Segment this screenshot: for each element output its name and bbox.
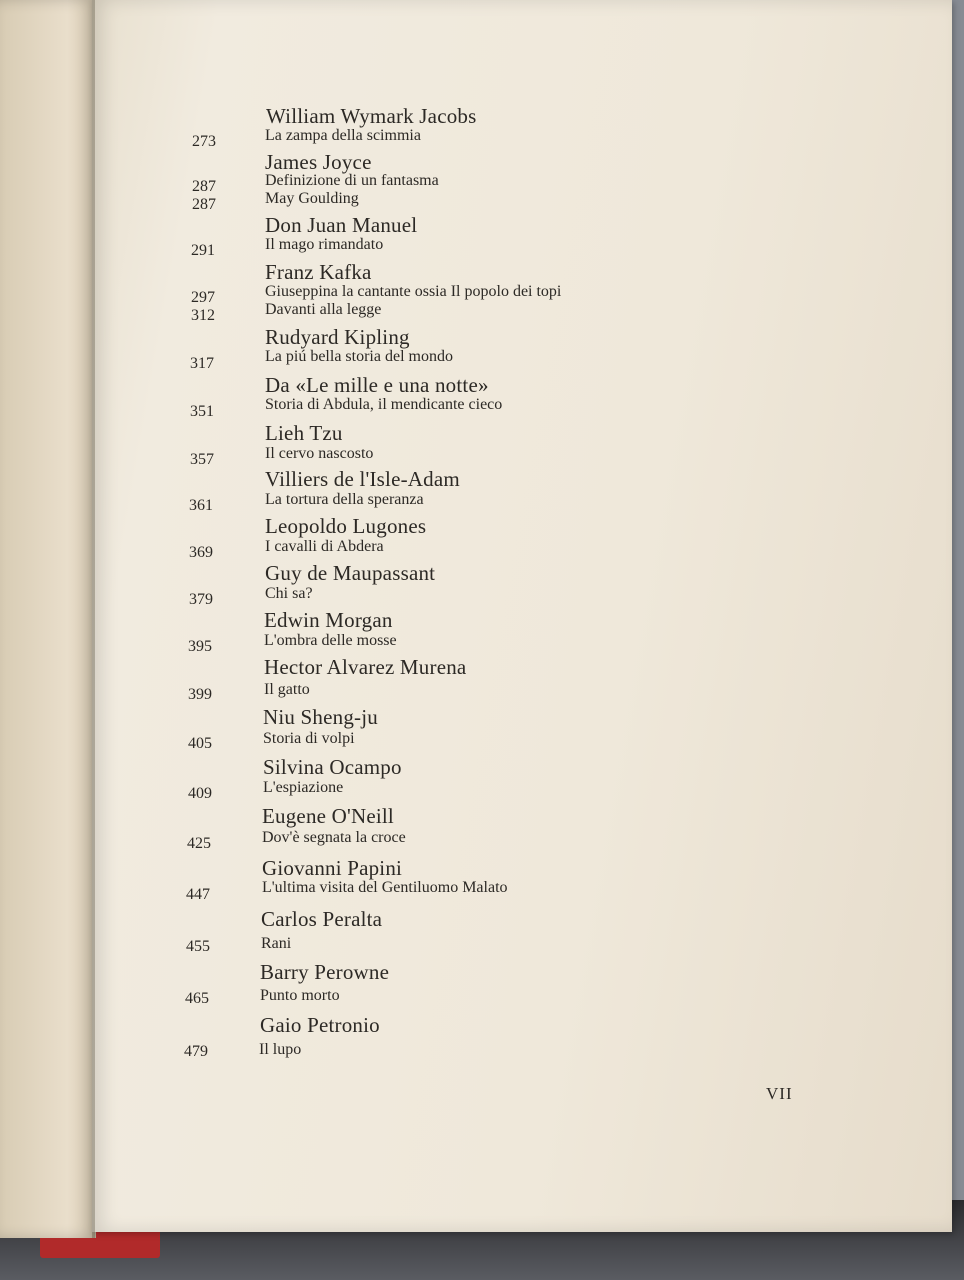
toc-author: Gaio Petronio	[260, 1013, 380, 1037]
toc-author: Lieh Tzu	[265, 421, 343, 445]
toc-page-number: 379	[189, 591, 213, 608]
page-folio: VII	[766, 1084, 793, 1103]
toc-title: Punto morto	[260, 987, 340, 1004]
toc-page-number: 369	[189, 544, 213, 561]
toc-page-number: 351	[190, 403, 214, 420]
toc-page-number: 405	[188, 735, 212, 752]
toc-title: Giuseppina la cantante ossia Il popolo dei topi	[265, 283, 562, 300]
toc-page-number: 357	[190, 451, 214, 468]
toc-title: L'ultima visita del Gentiluomo Malato	[262, 879, 508, 896]
toc-title: L'ombra delle mosse	[264, 632, 397, 649]
toc-author: James Joyce	[265, 150, 372, 174]
toc-page-number: 297	[191, 289, 215, 306]
toc-page-number: 317	[190, 355, 214, 372]
toc-page-number: 399	[188, 686, 212, 703]
toc-author: Niu Sheng-ju	[263, 705, 378, 729]
toc-page-number: 409	[188, 785, 212, 802]
toc-title: Il mago rimandato	[265, 236, 384, 253]
toc-title: Storia di volpi	[263, 730, 355, 747]
toc-title: La zampa della scimmia	[265, 127, 421, 144]
toc-page-number: 287	[192, 196, 216, 213]
toc-page-number: 395	[188, 638, 212, 655]
toc-author: Rudyard Kipling	[265, 325, 410, 349]
toc-author: Barry Perowne	[260, 960, 390, 984]
toc-title: La tortura della speranza	[265, 491, 424, 508]
toc-author: Edwin Morgan	[264, 608, 393, 632]
toc-title: Il gatto	[264, 681, 310, 698]
toc-page-number: 455	[186, 938, 210, 955]
toc-author: Leopoldo Lugones	[265, 514, 427, 538]
toc-page-number: 479	[184, 1043, 208, 1060]
toc-author: Carlos Peralta	[261, 907, 383, 931]
toc-page-number: 465	[185, 990, 209, 1007]
toc-author: Villiers de l'Isle-Adam	[265, 467, 460, 491]
toc-title: May Goulding	[265, 190, 359, 207]
toc-title: Il lupo	[259, 1041, 302, 1058]
toc-page-number: 312	[191, 307, 215, 324]
toc-title: I cavalli di Abdera	[265, 538, 384, 555]
toc-page-number: 273	[192, 133, 216, 150]
toc-page-number: 287	[192, 178, 216, 195]
toc-page-number: 447	[186, 886, 210, 903]
toc-author: Don Juan Manuel	[265, 213, 418, 237]
toc-title: Chi sa?	[265, 585, 313, 602]
toc-title: Dov'è segnata la croce	[262, 829, 406, 846]
toc-page-number: 361	[189, 497, 213, 514]
toc-title: Il cervo nascosto	[265, 445, 374, 462]
toc-title: Definizione di un fantasma	[265, 172, 439, 189]
toc-author: Franz Kafka	[265, 260, 372, 284]
toc-title: Storia di Abdula, il mendicante cieco	[265, 396, 503, 413]
toc-page-number: 291	[191, 242, 215, 259]
toc-title: Davanti alla legge	[265, 301, 382, 318]
toc-author: Eugene O'Neill	[262, 804, 394, 828]
toc-author: Da «Le mille e una notte»	[265, 373, 489, 397]
toc-page-number: 425	[187, 835, 211, 852]
toc-author: Guy de Maupassant	[265, 561, 436, 585]
toc-title: La piú bella storia del mondo	[265, 348, 453, 365]
toc-title: Rani	[261, 935, 292, 952]
toc-author: Silvina Ocampo	[263, 755, 402, 779]
toc-author: Giovanni Papini	[262, 856, 403, 880]
toc-title: L'espiazione	[263, 779, 344, 796]
toc-author: William Wymark Jacobs	[266, 104, 477, 128]
toc-author: Hector Alvarez Murena	[264, 655, 467, 679]
